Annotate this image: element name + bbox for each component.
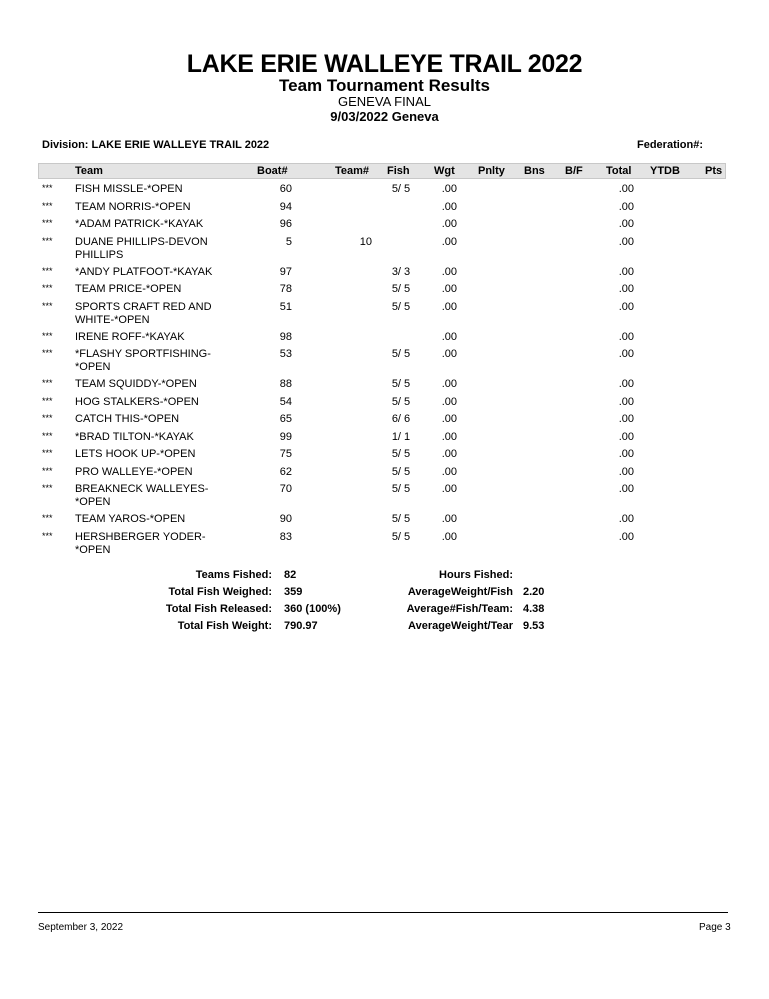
total-weight: .00 [618, 283, 634, 295]
avg-weight-fish-value: 2.20 [523, 586, 545, 598]
col-points: Pts [705, 165, 723, 177]
weight: .00 [441, 330, 457, 343]
summary-block [0, 567, 769, 635]
table-row [0, 233, 769, 263]
row-marker: *** [42, 483, 53, 493]
fish-count: 5/ 5 [391, 283, 411, 295]
fish-count: 5/ 5 [391, 483, 411, 495]
total-weight: .00 [618, 218, 634, 230]
boat-number: 62 [279, 465, 292, 478]
division-label: Division: LAKE ERIE WALLEYE TRAIL 2022 [42, 139, 270, 151]
col-total: Total [606, 165, 632, 177]
total-weight: .00 [618, 378, 634, 390]
weight: .00 [441, 448, 457, 460]
table-row [0, 328, 769, 346]
table-row [0, 180, 769, 198]
team-name: TEAM PRICE-*OPEN [75, 283, 182, 295]
row-marker: *** [42, 265, 53, 276]
summary-row [0, 567, 769, 584]
team-name: FISH MISSLE-*OPEN [75, 183, 183, 195]
footer-divider [38, 912, 728, 913]
boat-number: 5 [285, 235, 292, 248]
table-row [0, 263, 769, 281]
fish-weight-label: Total Fish Weight: [177, 620, 272, 632]
avg-weight-team-label: AverageWeight/Tear [408, 620, 513, 632]
team-name: TEAM SQUIDDY-*OPEN [75, 378, 197, 390]
avg-fish-team-label: Average#Fish/Team: [406, 603, 513, 615]
table-row [0, 198, 769, 216]
team-number: 10 [359, 235, 372, 248]
total-weight: .00 [618, 300, 634, 313]
col-penalty: Pnlty [478, 165, 505, 177]
weight: .00 [441, 348, 457, 360]
col-weight: Wgt [434, 165, 455, 177]
boat-number: 78 [279, 283, 292, 295]
total-weight: .00 [618, 513, 634, 525]
event-name: GENEVA FINAL [338, 94, 431, 109]
weight: .00 [441, 430, 457, 443]
col-boat: Boat# [257, 165, 288, 177]
fish-count: 5/ 5 [391, 395, 411, 408]
row-marker: *** [42, 430, 53, 441]
col-team-number: Team# [335, 165, 370, 177]
team-name: *FLASHY SPORTFISHING-*OPEN [75, 348, 211, 373]
row-marker: *** [42, 235, 53, 246]
weight: .00 [441, 235, 457, 248]
avg-weight-team-value: 9.53 [523, 620, 545, 632]
boat-number: 88 [279, 378, 292, 390]
weight: .00 [441, 513, 457, 525]
table-row [0, 345, 769, 375]
fish-count: 3/ 3 [391, 265, 411, 278]
event-date: 9/03/2022 Geneva [330, 109, 439, 124]
teams-fished-label: Teams Fished: [195, 569, 272, 581]
weight: .00 [441, 530, 457, 543]
table-row [0, 480, 769, 510]
weight: .00 [441, 395, 457, 408]
row-marker: *** [42, 448, 53, 458]
total-weight: .00 [618, 200, 634, 213]
fish-count: 6/ 6 [391, 413, 411, 425]
weight: .00 [441, 183, 457, 195]
summary-row [0, 618, 769, 635]
fish-released-label: Total Fish Released: [165, 603, 272, 615]
col-ytdb: YTDB [650, 165, 680, 177]
fish-count: 5/ 5 [391, 183, 411, 195]
fish-count: 5/ 5 [391, 378, 411, 390]
weight: .00 [441, 483, 457, 495]
row-marker: *** [42, 413, 53, 423]
results-table [0, 180, 769, 558]
team-name: HOG STALKERS-*OPEN [75, 395, 199, 408]
total-weight: .00 [618, 465, 634, 478]
fish-count: 5/ 5 [391, 300, 411, 313]
weight: .00 [441, 378, 457, 390]
table-row [0, 375, 769, 393]
row-marker: *** [42, 513, 53, 523]
total-weight: .00 [618, 530, 634, 543]
boat-number: 94 [279, 200, 292, 213]
fish-count: 5/ 5 [391, 513, 411, 525]
team-name: TEAM NORRIS-*OPEN [75, 200, 191, 213]
team-name: BREAKNECK WALLEYES-*OPEN [75, 483, 209, 508]
total-weight: .00 [618, 265, 634, 278]
table-row [0, 393, 769, 411]
team-name: *BRAD TILTON-*KAYAK [75, 430, 194, 443]
boat-number: 70 [279, 483, 292, 495]
fish-weight-value: 790.97 [284, 620, 318, 632]
boat-number: 53 [279, 348, 292, 360]
fish-count: 5/ 5 [391, 448, 411, 460]
weight: .00 [441, 465, 457, 478]
boat-number: 97 [279, 265, 292, 278]
col-big-fish: B/F [565, 165, 583, 177]
boat-number: 98 [279, 330, 292, 343]
team-name: *ANDY PLATFOOT-*KAYAK [75, 265, 213, 278]
weight: .00 [441, 300, 457, 313]
avg-fish-team-value: 4.38 [523, 603, 545, 615]
table-row [0, 410, 769, 428]
col-team: Team [75, 165, 103, 177]
footer-date: September 3, 2022 [38, 922, 124, 933]
fish-weighed-value: 359 [284, 586, 303, 598]
total-weight: .00 [618, 348, 634, 360]
boat-number: 83 [279, 530, 292, 543]
avg-weight-fish-label: AverageWeight/Fish [407, 586, 513, 598]
boat-number: 96 [279, 218, 292, 230]
row-marker: *** [42, 330, 53, 341]
row-marker: *** [42, 300, 53, 311]
team-name: CATCH THIS-*OPEN [75, 413, 180, 425]
boat-number: 75 [279, 448, 292, 460]
row-marker: *** [42, 530, 53, 541]
total-weight: .00 [618, 330, 634, 343]
total-weight: .00 [618, 183, 634, 195]
row-marker: *** [42, 348, 53, 358]
fish-count: 5/ 5 [391, 465, 411, 478]
team-name: HERSHBERGER YODER-*OPEN [75, 530, 206, 556]
table-row [0, 463, 769, 481]
total-weight: .00 [618, 448, 634, 460]
table-row [0, 215, 769, 233]
team-name: TEAM YAROS-*OPEN [75, 513, 186, 525]
total-weight: .00 [618, 483, 634, 495]
fish-count: 5/ 5 [391, 348, 411, 360]
total-weight: .00 [618, 413, 634, 425]
table-row [0, 428, 769, 446]
fish-count: 5/ 5 [391, 530, 411, 543]
report-subtitle: Team Tournament Results [279, 76, 490, 95]
row-marker: *** [42, 200, 53, 211]
col-bonus: Bns [524, 165, 545, 177]
boat-number: 54 [279, 395, 292, 408]
table-header [38, 163, 726, 179]
row-marker: *** [42, 283, 53, 293]
teams-fished-value: 82 [284, 569, 297, 581]
row-marker: *** [42, 395, 53, 406]
fish-count: 1/ 1 [391, 430, 411, 443]
team-name: DUANE PHILLIPS-DEVON PHILLIPS [75, 235, 208, 261]
total-weight: .00 [618, 235, 634, 248]
team-name: IRENE ROFF-*KAYAK [75, 330, 185, 343]
table-row [0, 280, 769, 298]
boat-number: 65 [279, 413, 292, 425]
table-row [0, 445, 769, 463]
team-name: SPORTS CRAFT RED AND WHITE-*OPEN [75, 300, 212, 326]
weight: .00 [441, 265, 457, 278]
boat-number: 60 [279, 183, 292, 195]
team-name: LETS HOOK UP-*OPEN [75, 448, 196, 460]
boat-number: 90 [279, 513, 292, 525]
weight: .00 [441, 200, 457, 213]
weight: .00 [441, 413, 457, 425]
table-row [0, 510, 769, 528]
table-row [0, 298, 769, 328]
row-marker: *** [42, 183, 53, 193]
row-marker: *** [42, 465, 53, 476]
page-number: Page 3 [699, 922, 731, 933]
summary-row [0, 584, 769, 601]
summary-row [0, 601, 769, 618]
total-weight: .00 [618, 430, 634, 443]
weight: .00 [441, 283, 457, 295]
hours-fished-label: Hours Fished: [439, 569, 513, 581]
table-row [0, 528, 769, 558]
federation-label: Federation#: [637, 139, 704, 151]
team-name: *ADAM PATRICK-*KAYAK [75, 218, 204, 230]
row-marker: *** [42, 218, 53, 228]
total-weight: .00 [618, 395, 634, 408]
fish-weighed-label: Total Fish Weighed: [168, 586, 272, 598]
weight: .00 [441, 218, 457, 230]
team-name: PRO WALLEYE-*OPEN [75, 465, 193, 478]
fish-released-value: 360 (100%) [284, 603, 341, 615]
row-marker: *** [42, 378, 53, 388]
col-fish: Fish [387, 165, 410, 177]
boat-number: 51 [279, 300, 292, 313]
boat-number: 99 [279, 430, 292, 443]
report-title: LAKE ERIE WALLEYE TRAIL 2022 [186, 50, 583, 78]
